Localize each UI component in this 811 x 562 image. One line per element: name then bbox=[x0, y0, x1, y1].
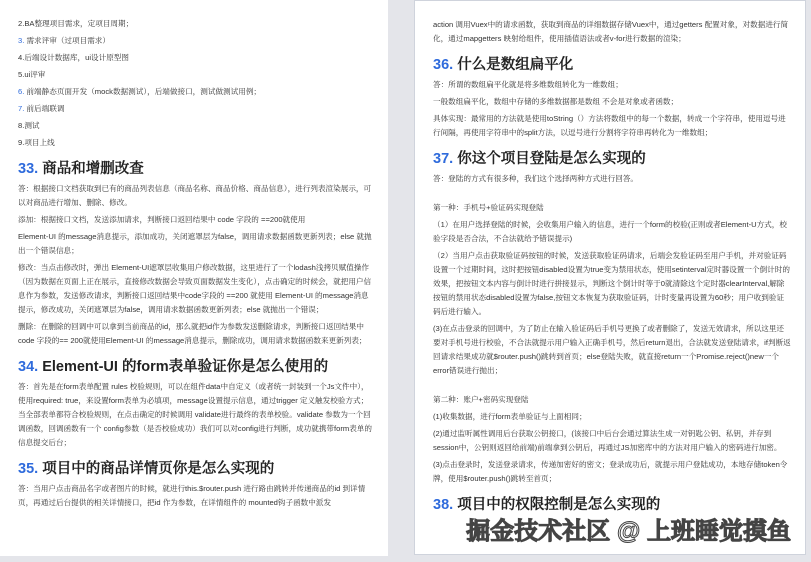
paragraph: (3)在点击登录的回调中，为了防止在输入验证码后手机号更换了或者删除了，发送无效请求，所以这里还要对手机号进行校验，不合法就提示用户输入正确手机号，然后return退出，合法就发送登陆请求，if判断返回请求结果成功就$router.push()跳转到首页；else登陆失败，就直接return一个Promise.reject()new一个error错误进行抛出； bbox=[433, 324, 791, 375]
paragraph: 答：首先是在form表单配置 rules 校验规则，可以在组件data中自定义（或者统一封装到一个Js文件中），使用required: true，来设置form表单为必填项，message设置提示信息，通过trigger 定义触发校验方式；当全部表单都符合校验规则，在点击确定的时候调用 validate进行最终的表单校验。validate 参数为一个回调函数，回调函数有一个 config参数（是否校验成功）我们可以对config进行判断，成功就携带form表单的信息提交后台； bbox=[18, 382, 372, 447]
paragraph: 修改：当点击修改时，弹出 Element-UI遮罩层收集用户修改数据，这里进行了一个lodash浅拷贝赋值操作（因为数据在页面上正在展示，直接修改数据会导致页面数据发生变化），点击确定的时候会，就把用户信息作为参数，发送修改请求，判断接口返回结果中code字段的 ==200 就使用 Element-UI 的message消息提示，修改成功，关闭遮罩层为false，调用请求数据函数更新列表；else 就抛出一个错误； bbox=[18, 263, 372, 314]
list-number: 8. bbox=[18, 121, 25, 130]
list-number: 6. bbox=[18, 87, 25, 96]
list-text: ui评审 bbox=[24, 70, 46, 79]
paragraph: （2）当用户点击获取验证码按钮的时候，发送获取验证码请求，后端会发验证码至用户手机，并对验证码设置一个过期时间，这时把按钮disabled设置为true变为禁用状态，使用setinterval定时器设置一个倒计时的效果，把按钮文本内容与倒计时进行拼接显示，判断这个倒计时等于0就清除这个定时器clearInterval,解除按钮的禁用状态disabled设置为false,按钮文本恢复为获取验证码，计时变量再设置为60秒；用户收到验证码后进行输入。 bbox=[433, 251, 790, 316]
heading-number: 37. bbox=[433, 151, 454, 167]
watermark: 掘金技术社区 @ 上班睡觉摸鱼 bbox=[466, 518, 791, 545]
list-item bbox=[18, 17, 374, 31]
heading-title: 什么是数组扁平化 bbox=[453, 57, 574, 73]
heading-number: 34. bbox=[18, 359, 39, 375]
heading-title: Element-UI 的form表单验证你是怎么使用的 bbox=[38, 359, 329, 375]
heading-q37 bbox=[433, 149, 791, 169]
right-page bbox=[414, 0, 806, 555]
list-number: 9. bbox=[18, 138, 25, 147]
heading-q36 bbox=[433, 55, 791, 75]
spacer bbox=[433, 381, 791, 393]
heading-number: 35. bbox=[18, 461, 39, 477]
paragraph: 删除：在删除的回调中可以拿到当前商品的id，那么就把id作为参数发送删除请求，判断接口返回结果中code 字段的== 200就使用Element-UI 的message消息提示，删除成功，调用请求数据函数来更新列表； bbox=[18, 322, 367, 345]
heading-q35 bbox=[18, 459, 374, 479]
paragraph: (3)点击登录时，发送登录请求，传递加密好的密文；登录成功后，就提示用户登陆成功，本地存储token令牌，使用$router.push()跳转至首页； bbox=[433, 460, 788, 483]
heading-title: 你这个项目登陆是怎么实现的 bbox=[453, 151, 646, 167]
list-item bbox=[18, 102, 374, 116]
heading-q38 bbox=[433, 495, 791, 515]
list-item bbox=[18, 119, 374, 133]
list-item bbox=[18, 68, 374, 82]
list-text: 测试 bbox=[24, 121, 40, 130]
heading-title: 商品和增删改查 bbox=[38, 161, 144, 177]
paragraph: action 调用Vuex中的请求函数，获取到商品的详细数据存储Vuex中，通过getters 配置对象，对数据进行简化，通过mapgetters 映射给组件，使用插值语法或者v-for进行数据的渲染； bbox=[433, 20, 789, 43]
paragraph: Element-UI 的message消息提示，添加成功，关闭遮罩层为false，调用请求数据函数更新列表；else 就抛出一个错误信息； bbox=[18, 232, 372, 255]
paragraph: (2)通过监听属性调用后台获取公钥接口，(该接口中后台会通过算法生成一对钥匙公钥、私钥，并存到session中，公钥则返回给前端)前端拿到公钥后，再通过JS加密库中的方法对用户输入的密码进行加密。 bbox=[433, 429, 782, 452]
paragraph: 一般数组扁平化，数组中存储的多维数据都是数组 不会是对象或者函数； bbox=[433, 97, 679, 106]
list-number: 2. bbox=[18, 19, 25, 28]
list-item bbox=[18, 136, 374, 150]
paragraph: 答：所谓的数组扁平化就是将多维数组转化为一维数组； bbox=[433, 80, 623, 89]
paragraph: 答：当用户点击商品名字或者图片的时候，就进行this.$router.push 进行路由跳转并传递商品的id 到详情页，再通过后台提供的相关详情接口，把id 作为参数，在详情组件的 mounted钩子函数中派发 bbox=[18, 484, 366, 507]
list-number: 4. bbox=[18, 53, 25, 62]
paragraph: 具体实现：最常用的方法就是使用toString（）方法将数组中的每一个数据，转成一个字符串，使用逗号进行间隔，再使用字符串中的split方法，以逗号进行分割将字符串再转化为一维数组； bbox=[433, 114, 786, 137]
list-text: 前后端联调 bbox=[24, 104, 65, 113]
paragraph: （1）在用户选择登陆的时候，会收集用户输入的信息，进行一个form的校验(正则或者Element-U方式，校验字段是否合法，不合法就给予错误提示) bbox=[433, 220, 787, 243]
spacer bbox=[433, 189, 791, 201]
left-page bbox=[0, 0, 388, 556]
list-item bbox=[18, 85, 374, 99]
method-title: 第一种：手机号+验证码实现登陆 bbox=[433, 203, 544, 212]
heading-number: 33. bbox=[18, 161, 39, 177]
list-text: 需求评审（过项目需求） bbox=[24, 36, 110, 45]
paragraph: 答：登陆的方式有很多种，我们这个选择两种方式进行回答。 bbox=[433, 174, 639, 183]
heading-q33 bbox=[18, 159, 374, 179]
list-text: 后端设计数据库，ui设计原型图 bbox=[24, 53, 129, 62]
list-number: 5. bbox=[18, 70, 25, 79]
list-number: 7. bbox=[18, 104, 25, 113]
heading-number: 36. bbox=[433, 57, 454, 73]
list-text: 前端静态页面开发（mock数据测试），后端做接口，测试做测试用例； bbox=[24, 87, 262, 96]
paragraph: 答：根据接口文档获取到已有的商品列表信息（商品名称、商品价格、商品信息），进行列表渲染展示，可以对商品进行增加、删除、修改。 bbox=[18, 184, 372, 207]
list-text: BA整理项目需求，定项目周期； bbox=[24, 19, 134, 28]
heading-title: 项目中的商品详情页你是怎么实现的 bbox=[38, 461, 275, 477]
list-item bbox=[18, 51, 374, 65]
heading-q34 bbox=[18, 357, 374, 377]
heading-number: 38. bbox=[433, 497, 454, 513]
list-item bbox=[18, 34, 374, 48]
list-text: 项目上线 bbox=[24, 138, 55, 147]
paragraph: (1)收集数据，进行form表单验证与上面相同； bbox=[433, 412, 587, 421]
list-number: 3. bbox=[18, 36, 25, 45]
paragraph: 添加：根据接口文档，发送添加请求，判断接口返回结果中 code 字段的 ==200就使用 bbox=[18, 215, 306, 224]
heading-title: 项目中的权限控制是怎么实现的 bbox=[453, 497, 661, 513]
method-title: 第二种：账户+密码实现登陆 bbox=[433, 395, 529, 404]
